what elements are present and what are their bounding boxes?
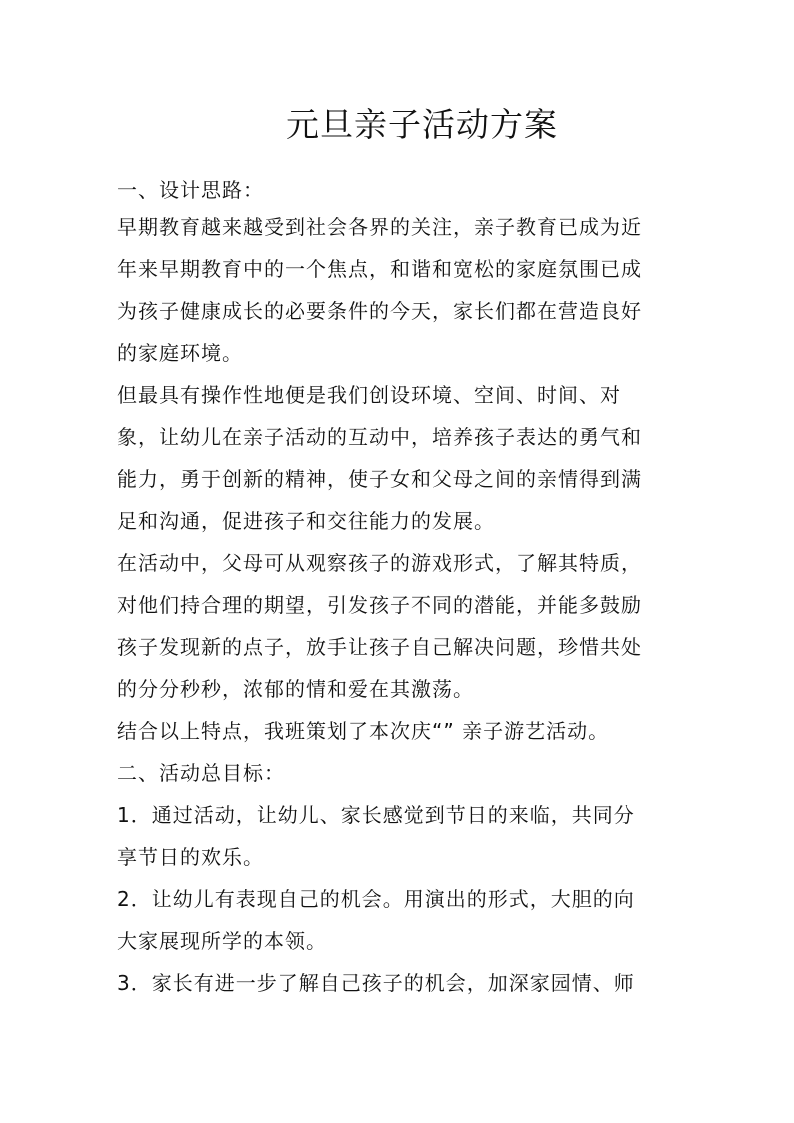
- paragraph-line: 在活动中，父母可从观察孩子的游戏形式，了解其特质，: [117, 551, 642, 575]
- paragraph-line: 足和沟通，促进孩子和交往能力的发展。: [117, 509, 495, 533]
- paragraph-line: 能力，勇于创新的精神，使子女和父母之间的亲情得到满: [117, 467, 642, 491]
- paragraph-line: 的分分秒秒，浓郁的情和爱在其激荡。: [117, 677, 474, 701]
- paragraph-line: 象，让幼儿在亲子活动的互动中，培养孩子表达的勇气和: [117, 425, 642, 449]
- paragraph-line: 为孩子健康成长的必要条件的今天，家长们都在营造良好: [117, 299, 642, 323]
- paragraph-line: 年来早期教育中的一个焦点，和谐和宽松的家庭氛围已成: [117, 257, 642, 281]
- paragraph-line: 对他们持合理的期望，引发孩子不同的潜能，并能多鼓励: [117, 593, 642, 617]
- section-heading-activity-goals: 二、活动总目标：: [117, 761, 285, 785]
- goal-item-line: 享节日的欢乐。: [117, 845, 264, 869]
- paragraph-line: 孩子发现新的点子，放手让孩子自己解决问题，珍惜共处: [117, 635, 642, 659]
- paragraph-line: 的家庭环境。: [117, 341, 243, 365]
- paragraph-line: 结合以上特点，我班策划了本次庆“” 亲子游艺活动。: [117, 719, 610, 743]
- document-title: 元旦亲子活动方案: [286, 105, 558, 144]
- paragraph-line: 早期教育越来越受到社会各界的关注，亲子教育已成为近: [117, 215, 642, 239]
- paragraph-line: 但最具有操作性地便是我们创设环境、空间、时间、对: [117, 383, 621, 407]
- goal-item-line: 2．让幼儿有表现自己的机会。用演出的形式，大胆的向: [117, 887, 635, 911]
- goal-item-line: 大家展现所学的本领。: [117, 929, 327, 953]
- goal-item-line: 1．通过活动，让幼儿、家长感觉到节日的来临，共同分: [117, 803, 635, 827]
- goal-item-line: 3．家长有进一步了解自己孩子的机会，加深家园情、师: [117, 971, 635, 995]
- section-heading-design-ideas: 一、设计思路：: [117, 178, 264, 202]
